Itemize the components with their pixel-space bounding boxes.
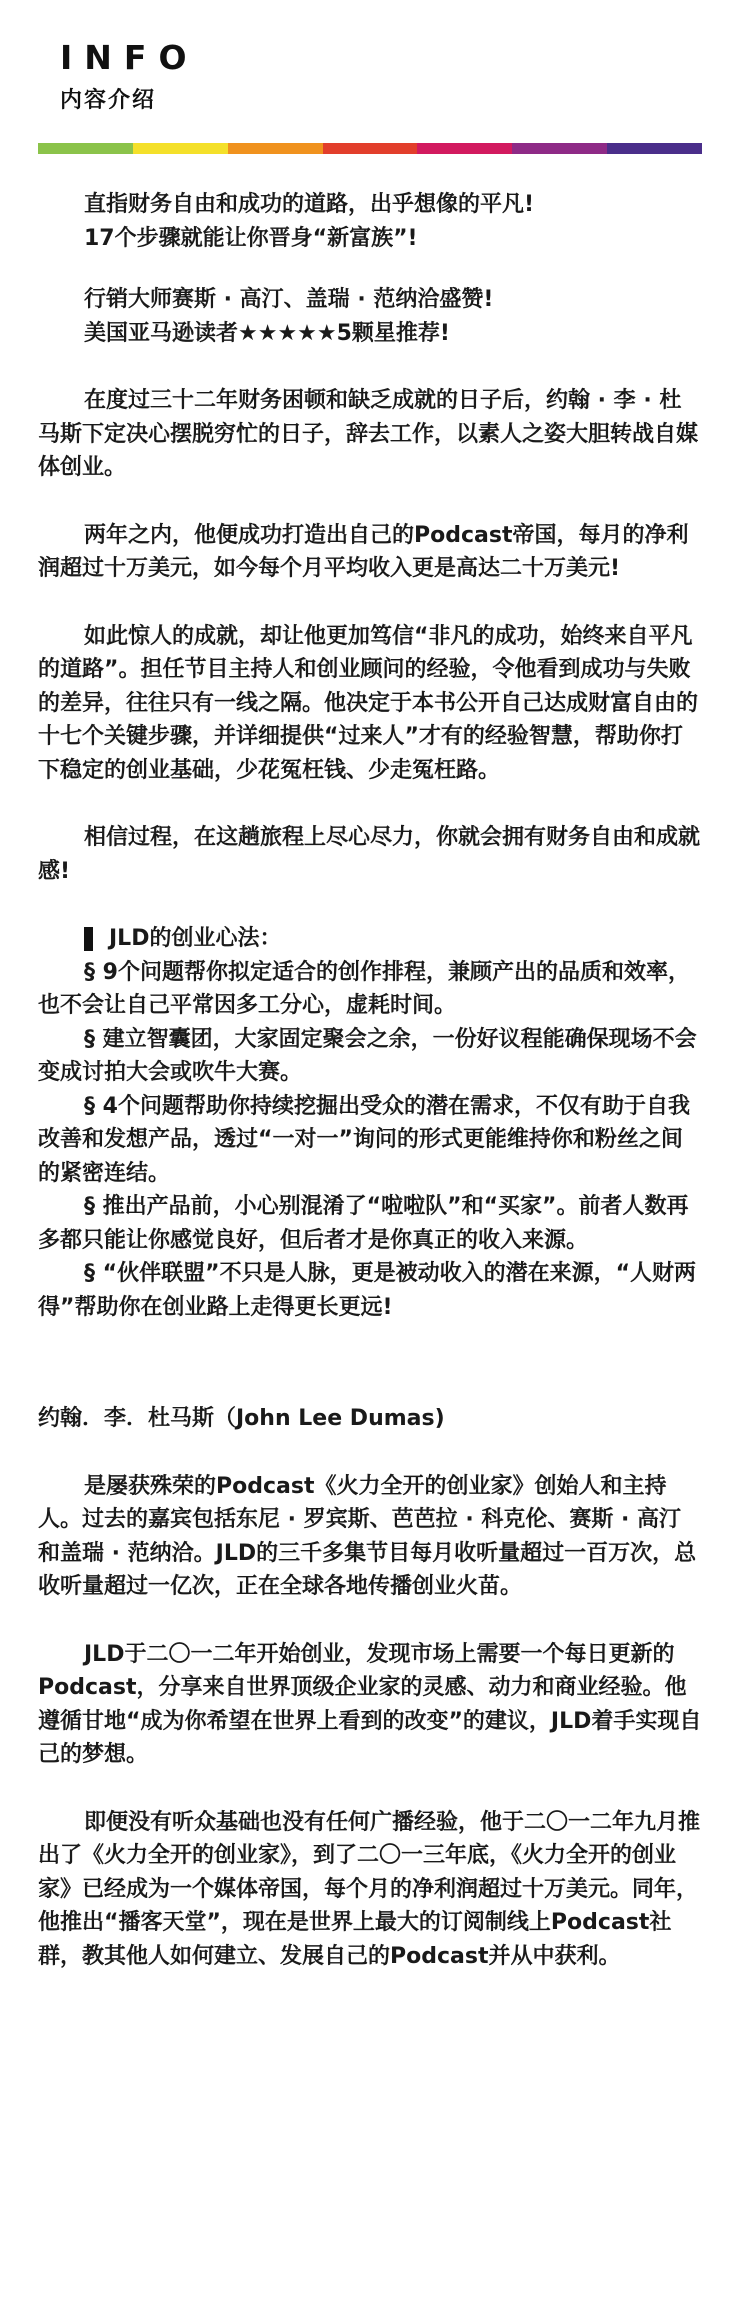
color-divider-bar	[38, 143, 702, 154]
tagline-line: 直指财务自由和成功的道路，出乎想像的平凡!	[84, 192, 535, 217]
method-item: § 推出产品前，小心别混淆了“啦啦队”和“买家”。前者人数再多都只能让你感觉良好，但后者才是你真正的收入来源。	[38, 1194, 689, 1253]
color-segment	[512, 143, 607, 154]
color-segment	[323, 143, 418, 154]
intro-paragraph: 相信过程，在这趟旅程上尽心尽力，你就会拥有财务自由和成就感!	[38, 825, 701, 884]
color-segment	[607, 143, 702, 154]
info-title: INFO	[60, 38, 199, 77]
color-segment	[417, 143, 512, 154]
method-item: § 9个问题帮你拟定适合的创作排程，兼顾产出的品质和效率，也不会让自己平常因多工分心，虚耗时间。	[38, 959, 690, 1018]
color-segment	[38, 143, 133, 154]
color-segment	[133, 143, 228, 154]
author-bio-paragraph: JLD于二〇一二年开始创业，发现市场上需要一个每日更新的Podcast，分享来自世界顶级企业家的灵感、动力和商业经验。他遵循甘地“成为你希望在世界上看到的改变”的建议，JLD着手实现自己的梦想。	[38, 1641, 702, 1767]
intro-paragraph: 如此惊人的成就，却让他更加笃信“非凡的成功，始终来自平凡的道路”。担任节目主持人和创业顾问的经验，令他看到成功与失败的差异，往往只有一线之隔。他决定于本书公开自己达成财富自由的十七个关键步骤，并详细提供“过来人”才有的经验智慧，帮助你打下稳定的创业基础，少花冤枉钱、少走冤枉路。	[38, 623, 699, 783]
author-name: 约翰．李．杜马斯（John Lee Dumas)	[38, 1406, 445, 1431]
method-heading-text: JLD的创业心法：	[109, 926, 282, 951]
heading-bar-icon	[84, 927, 93, 951]
intro-paragraph: 在度过三十二年财务困顿和缺乏成就的日子后，约翰 · 李 · 杜马斯下定决心摆脱穷忙的日子，辞去工作，以素人之姿大胆转战自媒体创业。	[38, 388, 699, 480]
info-subtitle: 内容介绍	[60, 88, 157, 113]
method-item: § 建立智囊团，大家固定聚会之余，一份好议程能确保现场不会变成讨拍大会或吹牛大赛。	[38, 1026, 697, 1085]
method-item: § 4个问题帮助你持续挖掘出受众的潜在需求，不仅有助于自我改善和发想产品，透过“一对一”询问的形式更能维持你和粉丝之间的紧密连结。	[38, 1093, 690, 1186]
tagline-line: 17个步骤就能让你晋身“新富族”!	[84, 225, 418, 251]
color-segment	[228, 143, 323, 154]
method-heading	[38, 922, 702, 956]
intro-paragraph: 两年之内，他便成功打造出自己的Podcast帝国，每月的净利润超过十万美元，如今每个月平均收入更是高达二十万美元!	[38, 522, 689, 581]
info-header	[60, 38, 199, 116]
article-body	[38, 188, 702, 1973]
method-item: § “伙伴联盟”不只是人脉，更是被动收入的潜在来源，“人财两得”帮助你在创业路上走得更长更远!	[38, 1261, 697, 1320]
author-bio-paragraph: 是屡获殊荣的Podcast《火力全开的创业家》创始人和主持人。过去的嘉宾包括东尼 · 罗宾斯、芭芭拉 · 科克伦、赛斯 · 高汀和盖瑞 · 范纳洽。JLD的三千多集节目每月收听量超过一百万次，总收听量超过一亿次，正在全球各地传播创业火苗。	[38, 1473, 697, 1599]
author-bio-paragraph: 即便没有听众基础也没有任何广播经验，他于二〇一二年九月推出了《火力全开的创业家》，到了二〇一三年底，《火力全开的创业家》已经成为一个媒体帝国，每个月的净利润超过十万美元。同年，他推出“播客天堂”，现在是世界上最大的订阅制线上Podcast社群，教其他人如何建立、发展自己的Podcast并从中获利。	[38, 1809, 701, 1969]
praise-line: 行销大师赛斯 · 高汀、盖瑞 · 范纳洽盛赞!	[84, 287, 494, 312]
praise-line: 美国亚马逊读者★★★★★5颗星推荐!	[84, 320, 450, 346]
